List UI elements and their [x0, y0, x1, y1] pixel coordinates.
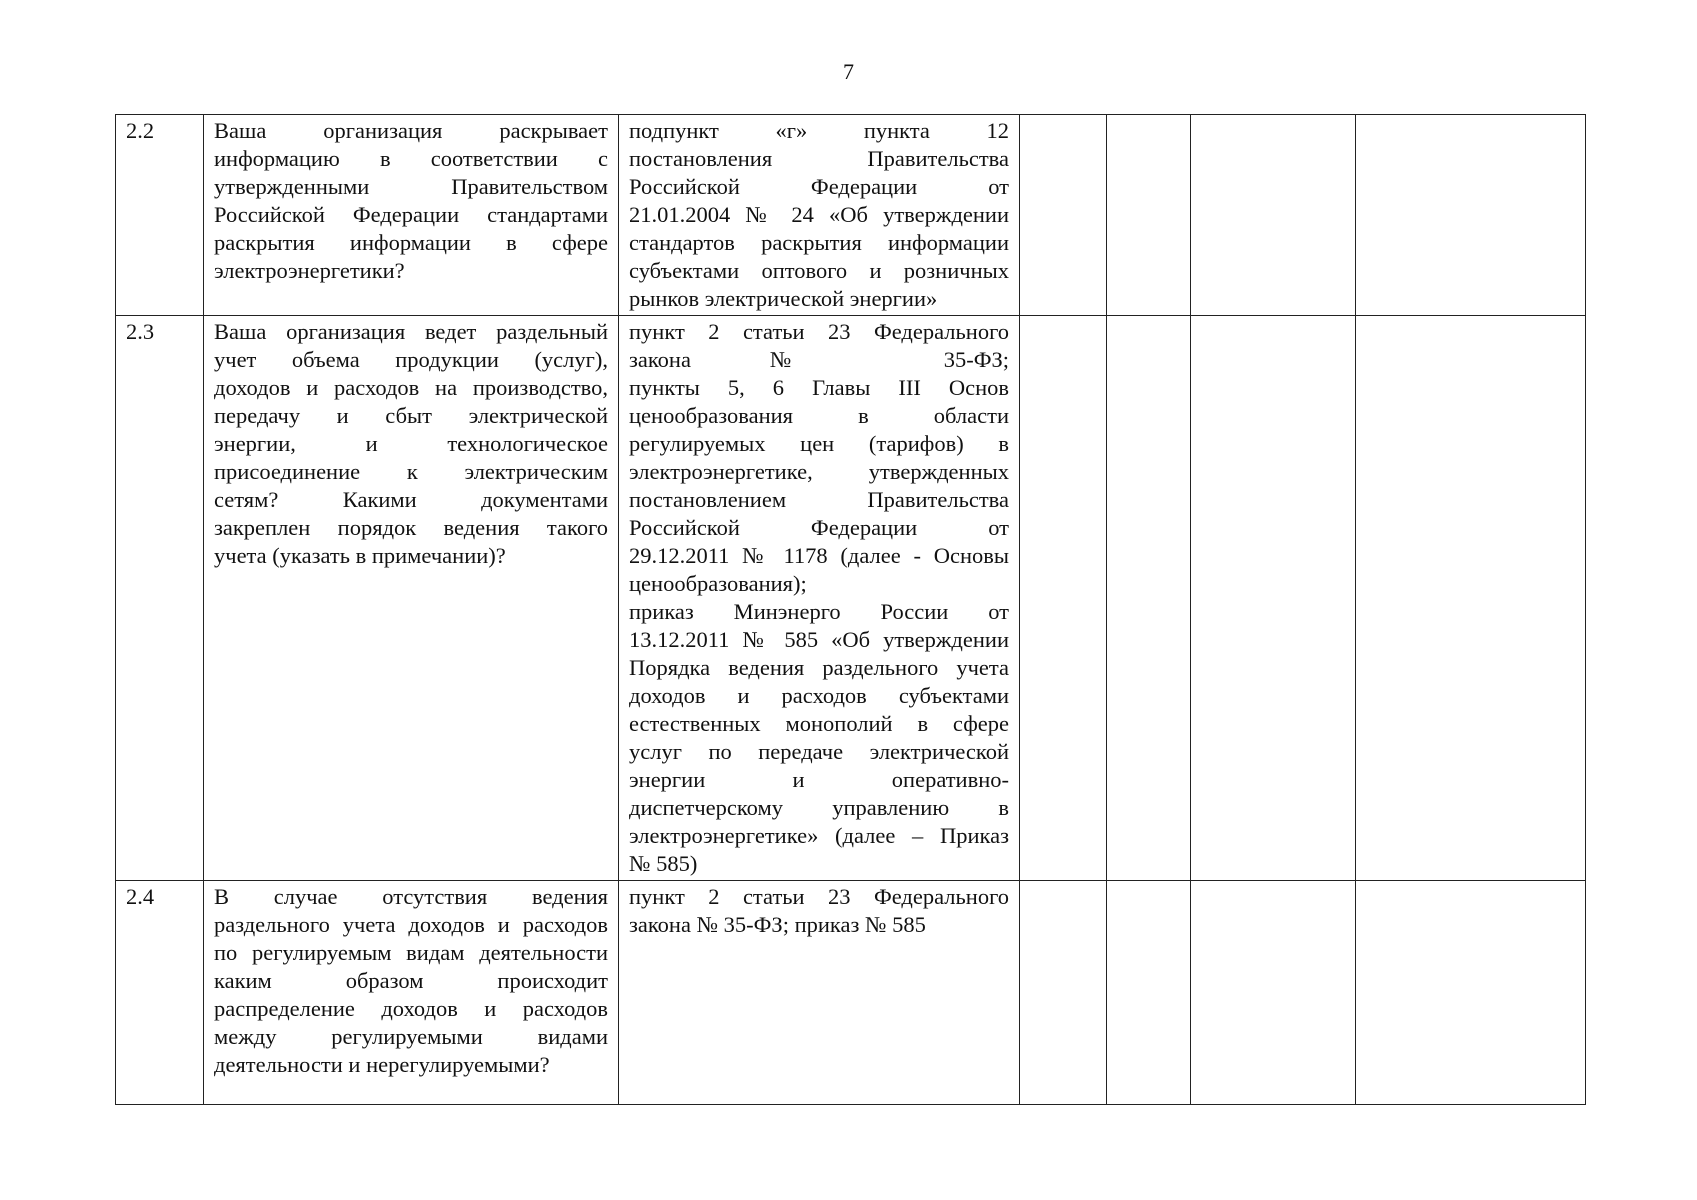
text-line: закреплен порядок ведения такого: [214, 515, 608, 540]
text-line: стандартов раскрытия информации: [629, 230, 1009, 255]
text-line: пункт 2 статьи 23 Федерального: [629, 884, 1009, 909]
text-line: между регулируемыми видами: [214, 1024, 608, 1049]
answer-yes-cell: [1020, 115, 1107, 316]
text-line: рынков электрической энергии»: [629, 286, 938, 311]
text-line: регулируемых цен (тарифов) в: [629, 431, 1009, 456]
text-line: Российской Федерации от: [629, 515, 1009, 540]
text-line: В случае отсутствия ведения: [214, 884, 608, 909]
text-line: деятельности и нерегулируемыми?: [214, 1052, 550, 1077]
text-line: естественных монополий в сфере: [629, 711, 1009, 736]
answer-yes-cell: [1020, 881, 1107, 1105]
not-applicable-cell: [1191, 316, 1356, 881]
text-line: субъектами оптового и розничных: [629, 258, 1009, 283]
text-line: энергии и оперативно-: [629, 767, 1009, 792]
text-line: энергии, и технологическое: [214, 431, 608, 456]
text-line: доходов и расходов на производство,: [214, 375, 608, 400]
text-line: Ваша организация ведет раздельный: [214, 319, 608, 344]
notes-cell: [1356, 881, 1586, 1105]
text-line: учет объема продукции (услуг),: [214, 347, 608, 372]
text-line: услуг по передаче электрической: [629, 739, 1009, 764]
text-line: постановлением Правительства: [629, 487, 1009, 512]
text-line: доходов и расходов субъектами: [629, 683, 1009, 708]
text-line: закона № 35-ФЗ;: [629, 347, 1009, 372]
text-line: учета (указать в примечании)?: [214, 543, 506, 568]
item-number-cell: 2.3: [116, 316, 204, 881]
text-line: пункт 2 статьи 23 Федерального: [629, 319, 1009, 344]
text-line: раздельного учета доходов и расходов: [214, 912, 608, 937]
text-line: постановления Правительства: [629, 146, 1009, 171]
text-line: Порядка ведения раздельного учета: [629, 655, 1009, 680]
text-line: информацию в соответствии с: [214, 146, 608, 171]
text-line: Российской Федерации от: [629, 174, 1009, 199]
question-cell: [204, 316, 619, 881]
page-number: 7: [843, 59, 854, 84]
text-line: пункты 5, 6 Главы III Основ: [629, 375, 1009, 400]
text-line: 29.12.2011 № 1178 (далее - Основы: [629, 543, 1009, 568]
text-line: Российской Федерации стандартами: [214, 202, 608, 227]
text-line: приказ Минэнерго России от: [629, 599, 1009, 624]
text-line: 13.12.2011 № 585 «Об утверждении: [629, 627, 1009, 652]
text-line: электроэнергетике, утвержденных: [629, 459, 1009, 484]
table-row: [116, 115, 1586, 316]
text-line: ценообразования в области: [629, 403, 1009, 428]
answer-no-cell: [1107, 881, 1191, 1105]
question-cell: [204, 115, 619, 316]
answer-yes-cell: [1020, 316, 1107, 881]
not-applicable-cell: [1191, 115, 1356, 316]
text-line: передачу и сбыт электрической: [214, 403, 608, 428]
text-line: утвержденными Правительством: [214, 174, 608, 199]
text-line: электроэнергетике» (далее – Приказ: [629, 823, 1009, 848]
text-line: раскрытия информации в сфере: [214, 230, 608, 255]
answer-no-cell: [1107, 115, 1191, 316]
text-line: № 585): [629, 851, 698, 876]
text-line: 21.01.2004 № 24 «Об утверждении: [629, 202, 1009, 227]
legal-basis-cell: [619, 881, 1020, 1105]
not-applicable-cell: [1191, 881, 1356, 1105]
notes-cell: [1356, 316, 1586, 881]
text-line: по регулируемым видам деятельности: [214, 940, 608, 965]
legal-basis-cell: [619, 115, 1020, 316]
table-row: [116, 316, 1586, 881]
text-line: электроэнергетики?: [214, 258, 405, 283]
text-line: ценообразования);: [629, 571, 807, 596]
notes-cell: [1356, 115, 1586, 316]
text-line: сетям? Какими документами: [214, 487, 608, 512]
text-line: закона № 35-ФЗ; приказ № 585: [629, 912, 926, 937]
text-line: присоединение к электрическим: [214, 459, 608, 484]
answer-no-cell: [1107, 316, 1191, 881]
item-number-cell: 2.4: [116, 881, 204, 1105]
item-number-cell: 2.2: [116, 115, 204, 316]
table-row: [116, 881, 1586, 1105]
checklist-table: [115, 114, 1586, 1105]
text-line: каким образом происходит: [214, 968, 608, 993]
text-line: распределение доходов и расходов: [214, 996, 608, 1021]
text-line: диспетчерскому управлению в: [629, 795, 1009, 820]
legal-basis-cell: [619, 316, 1020, 881]
text-line: подпункт «г» пункта 12: [629, 118, 1009, 143]
text-line: Ваша организация раскрывает: [214, 118, 608, 143]
question-cell: [204, 881, 619, 1105]
